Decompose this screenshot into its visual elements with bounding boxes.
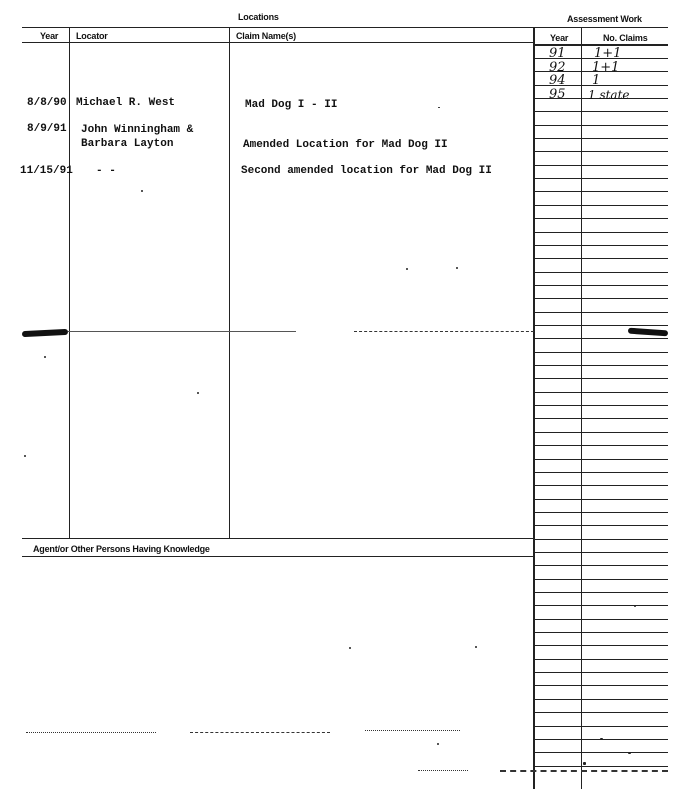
scan-speck [197,392,199,394]
ledger-rule [534,525,668,526]
bottom-dash-5 [418,770,468,772]
divider-year-locator [69,27,70,538]
ledger-rule [534,766,668,767]
col-header-claim-names: Claim Name(s) [236,31,296,41]
mid-separator-right [354,331,534,333]
header-top-rule [22,27,668,28]
ledger-rule [534,485,668,486]
ledger-rule [534,699,668,700]
location-date-3: 11/15/91 [20,165,73,177]
ledger-rule [534,232,668,233]
location-date-1: 8/8/90 [27,97,67,109]
aw-claims-4: 1 state [588,88,630,102]
scan-speck [44,356,46,358]
scan-speck [437,743,439,745]
ledger-rule [534,445,668,446]
ledger-rule [534,378,668,379]
ledger-rule [534,125,668,126]
location-date-2: 8/9/91 [27,123,67,135]
ledger-rule [534,111,668,112]
ledger-rule [534,726,668,727]
ledger-rule [534,752,668,753]
header-bottom-rule-left [22,42,534,43]
scan-speck [141,190,143,192]
ledger-rule [534,418,668,419]
ledger-rule [534,218,668,219]
ledger-rule [534,338,668,339]
aw-claims-2: 1+1 [592,60,620,75]
aw-year-2: 92 [549,60,566,75]
ledger-rule [534,472,668,473]
location-locator-3: - - [96,165,116,177]
ledger-rule [534,165,668,166]
ledger-rule [534,565,668,566]
ledger-rule [534,285,668,286]
ledger-rule [534,258,668,259]
ledger-rule [534,191,668,192]
ledger-rule [534,552,668,553]
scan-speck [583,762,586,765]
ledger-rule [534,312,668,313]
ledger-rule [534,245,668,246]
location-claim-3: Second amended location for Mad Dog II [241,165,492,177]
aw-claims-3: 1 [592,73,601,88]
aw-claims-1: 1+1 [594,46,622,61]
ledger-rule [534,459,668,460]
scan-speck [634,605,636,607]
divider-aw-year-claims [581,27,582,789]
ledger-rule [534,712,668,713]
assessment-work-title: Assessment Work [567,14,642,24]
col-header-aw-year: Year [550,33,569,43]
ledger-rule [534,325,668,326]
col-header-locator: Locator [76,31,108,41]
ledger-rule [534,512,668,513]
location-claim-2: Amended Location for Mad Dog II [243,139,448,151]
bottom-dash-2 [190,732,330,734]
ledger-rule [534,151,668,152]
agent-section-header-rule [22,556,534,557]
ledger-rule [534,659,668,660]
scan-speck [406,268,408,270]
aw-year-4: 95 [549,87,566,102]
divider-claim-assessment [533,27,535,789]
col-header-year: Year [40,31,59,41]
ledger-rule [534,579,668,580]
ledger-rule [534,685,668,686]
scan-speck [456,267,458,269]
ledger-rule [534,672,668,673]
mid-separator-left [68,331,296,332]
ledger-rule [534,352,668,353]
ledger-rule [534,605,668,606]
agent-section-title: Agent/or Other Persons Having Knowledge [33,544,210,554]
divider-locator-claim [229,27,230,538]
scan-speck [438,107,440,108]
ledger-rule [534,205,668,206]
ledger-rule [534,365,668,366]
scan-speck [24,455,26,457]
aw-year-1: 91 [549,46,566,61]
ledger-rule [534,632,668,633]
bottom-dash-4 [500,770,668,773]
ledger-rule [534,178,668,179]
bottom-dash-3 [365,730,460,732]
ledger-rule [534,298,668,299]
location-locator-2a: John Winningham & [81,124,194,136]
location-locator-2b: Barbara Layton [81,138,174,150]
scan-speck [628,752,631,754]
scan-smudge-left [22,329,68,337]
agent-section-top-rule [22,538,534,539]
location-locator-1: Michael R. West [76,97,176,109]
ledger-rule [534,432,668,433]
ledger-rule [534,499,668,500]
scan-speck [475,646,477,648]
location-claim-1: Mad Dog I - II [245,99,338,111]
scan-smudge-right [628,328,668,337]
ledger-rule [534,405,668,406]
col-header-no-claims: No. Claims [603,33,648,43]
locations-title: Locations [238,12,279,22]
scan-speck [600,738,603,740]
ledger-rule [534,138,668,139]
aw-year-3: 94 [549,73,566,88]
ledger-rule [534,392,668,393]
ledger-rule [534,619,668,620]
ledger-rule [534,272,668,273]
ledger-rule [534,539,668,540]
bottom-dash-1 [26,732,156,734]
ledger-rule [534,645,668,646]
ledger-rule [534,592,668,593]
scan-speck [349,647,351,649]
